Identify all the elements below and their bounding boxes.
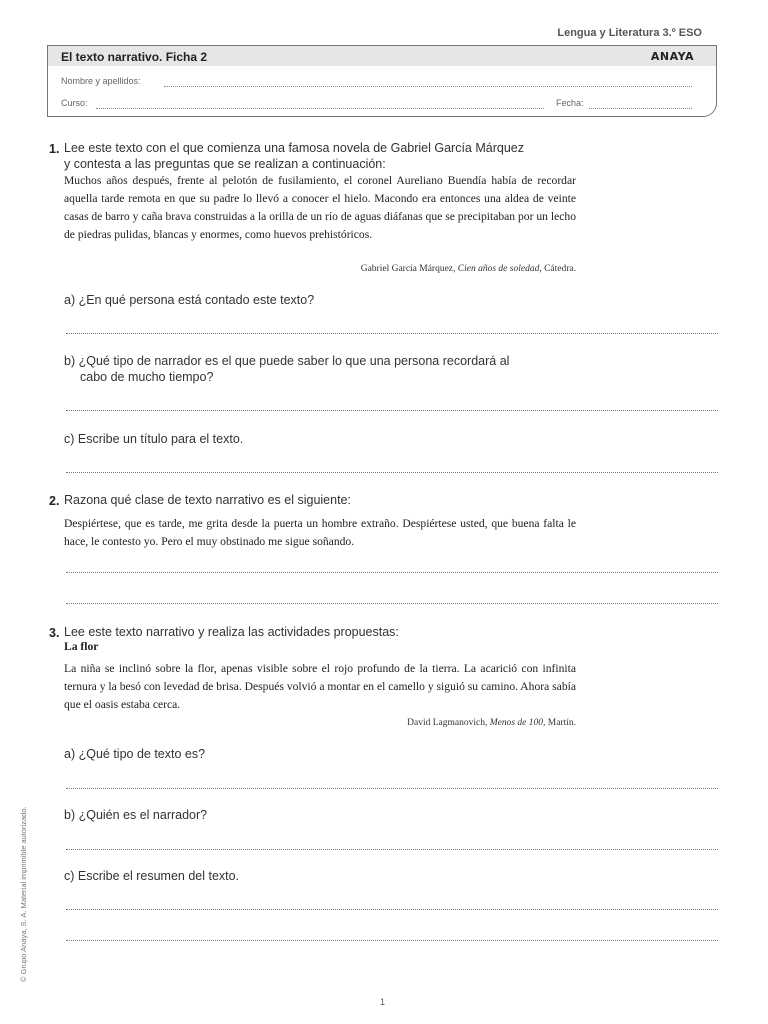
q3-citation-publisher: Martín. bbox=[547, 718, 576, 728]
q1-c-question: c) Escribe un título para el texto. bbox=[64, 432, 244, 446]
q3-prompt: Lee este texto narrativo y realiza las actividades propuestas: bbox=[64, 625, 399, 639]
q1-c-answer-line[interactable] bbox=[66, 472, 718, 473]
q1-prompt-line2: y contesta a las preguntas que se realizan a continuación: bbox=[64, 157, 386, 171]
q3-c-answer-line-2[interactable] bbox=[66, 940, 718, 941]
q1-citation-author: Gabriel García Márquez, bbox=[360, 264, 456, 274]
q3-citation-work: Menos de 100, bbox=[489, 718, 546, 728]
q2-answer-line-2[interactable] bbox=[66, 603, 718, 604]
q2-answer-line-1[interactable] bbox=[66, 572, 718, 573]
q3-c-question: c) Escribe el resumen del texto. bbox=[64, 869, 240, 883]
q3-passage: La niña se inclinó sobre la flor, apenas visible sobre el rojo profundo de la tierra. La acarició con infinita ternura y la besó con levedad de brisa. Después volvió a montar en el camello y siguió su camino. Ahora sabía que el oasis estaba cerca. bbox=[64, 662, 576, 711]
q1-b-answer-line[interactable] bbox=[66, 410, 718, 411]
q3-passage-title: La flor bbox=[64, 640, 99, 653]
q3-b-question: b) ¿Quién es el narrador? bbox=[64, 808, 208, 822]
q3-a-question: a) ¿Qué tipo de texto es? bbox=[64, 747, 206, 761]
q2-number: 2. bbox=[49, 494, 60, 508]
header-bar bbox=[48, 46, 716, 66]
q1-a-answer-line[interactable] bbox=[66, 333, 718, 334]
q1-citation-publisher: Cátedra. bbox=[544, 264, 576, 274]
q3-number: 3. bbox=[49, 626, 60, 640]
q3-c-answer-line-1[interactable] bbox=[66, 909, 718, 910]
q1-b-line1: b) ¿Qué tipo de narrador es el que puede saber lo que una persona recordará al bbox=[64, 354, 510, 368]
q2-prompt: Razona qué clase de texto narrativo es el siguiente: bbox=[64, 493, 351, 507]
q1-number: 1. bbox=[49, 142, 60, 156]
q3-citation-author: David Lagmanovich, bbox=[407, 718, 488, 728]
q1-b-question bbox=[64, 353, 584, 385]
q2-passage: Despiértese, que es tarde, me grita desde la puerta un hombre extraño. Despiértese usted, que buena falta le hace, le contesto yo. Pero el muy obstinado me sigue soñando. bbox=[64, 517, 576, 548]
q1-passage: Muchos años después, frente al pelotón de fusilamiento, el coronel Aureliano Buendía había de recordar aquella tarde remota en que su padre lo llevó a conocer el hielo. Macondo era entonces una aldea de veinte casas de barro y caña brava construidas a la orilla de un río de aguas diáfanas que se precipitaban por un lecho de piedras pulidas, blancas y enormes, como huevos prehistóricos. bbox=[64, 174, 576, 241]
name-label: Nombre y apellidos: bbox=[61, 76, 141, 86]
q3-citation bbox=[64, 718, 576, 728]
copyright-notice: © Grupo Anaya, S. A. Material imprimible autorizado. bbox=[19, 806, 28, 982]
q1-a-question: a) ¿En qué persona está contado este texto? bbox=[64, 293, 315, 307]
q1-citation-work: Cien años de soledad, bbox=[457, 264, 542, 274]
date-field[interactable] bbox=[589, 108, 692, 109]
q3-a-answer-line[interactable] bbox=[66, 788, 718, 789]
q3-b-answer-line[interactable] bbox=[66, 849, 718, 850]
date-label: Fecha: bbox=[556, 98, 584, 108]
worksheet-title: El texto narrativo. Ficha 2 bbox=[61, 50, 208, 64]
q1-prompt-line1: Lee este texto con el que comienza una famosa novela de Gabriel García Márquez bbox=[64, 141, 524, 155]
worksheet-header bbox=[47, 45, 717, 117]
q1-b-line2: cabo de mucho tiempo? bbox=[80, 370, 214, 384]
name-field[interactable] bbox=[164, 86, 692, 87]
course-field[interactable] bbox=[96, 108, 544, 109]
publisher-logo: ANAYA bbox=[650, 50, 694, 63]
page-number: 1 bbox=[380, 997, 386, 1007]
q1-prompt bbox=[64, 140, 584, 172]
q1-citation bbox=[64, 264, 576, 274]
course-label: Curso: bbox=[61, 98, 88, 108]
subject-label: Lengua y Literatura 3.º ESO bbox=[557, 27, 702, 39]
